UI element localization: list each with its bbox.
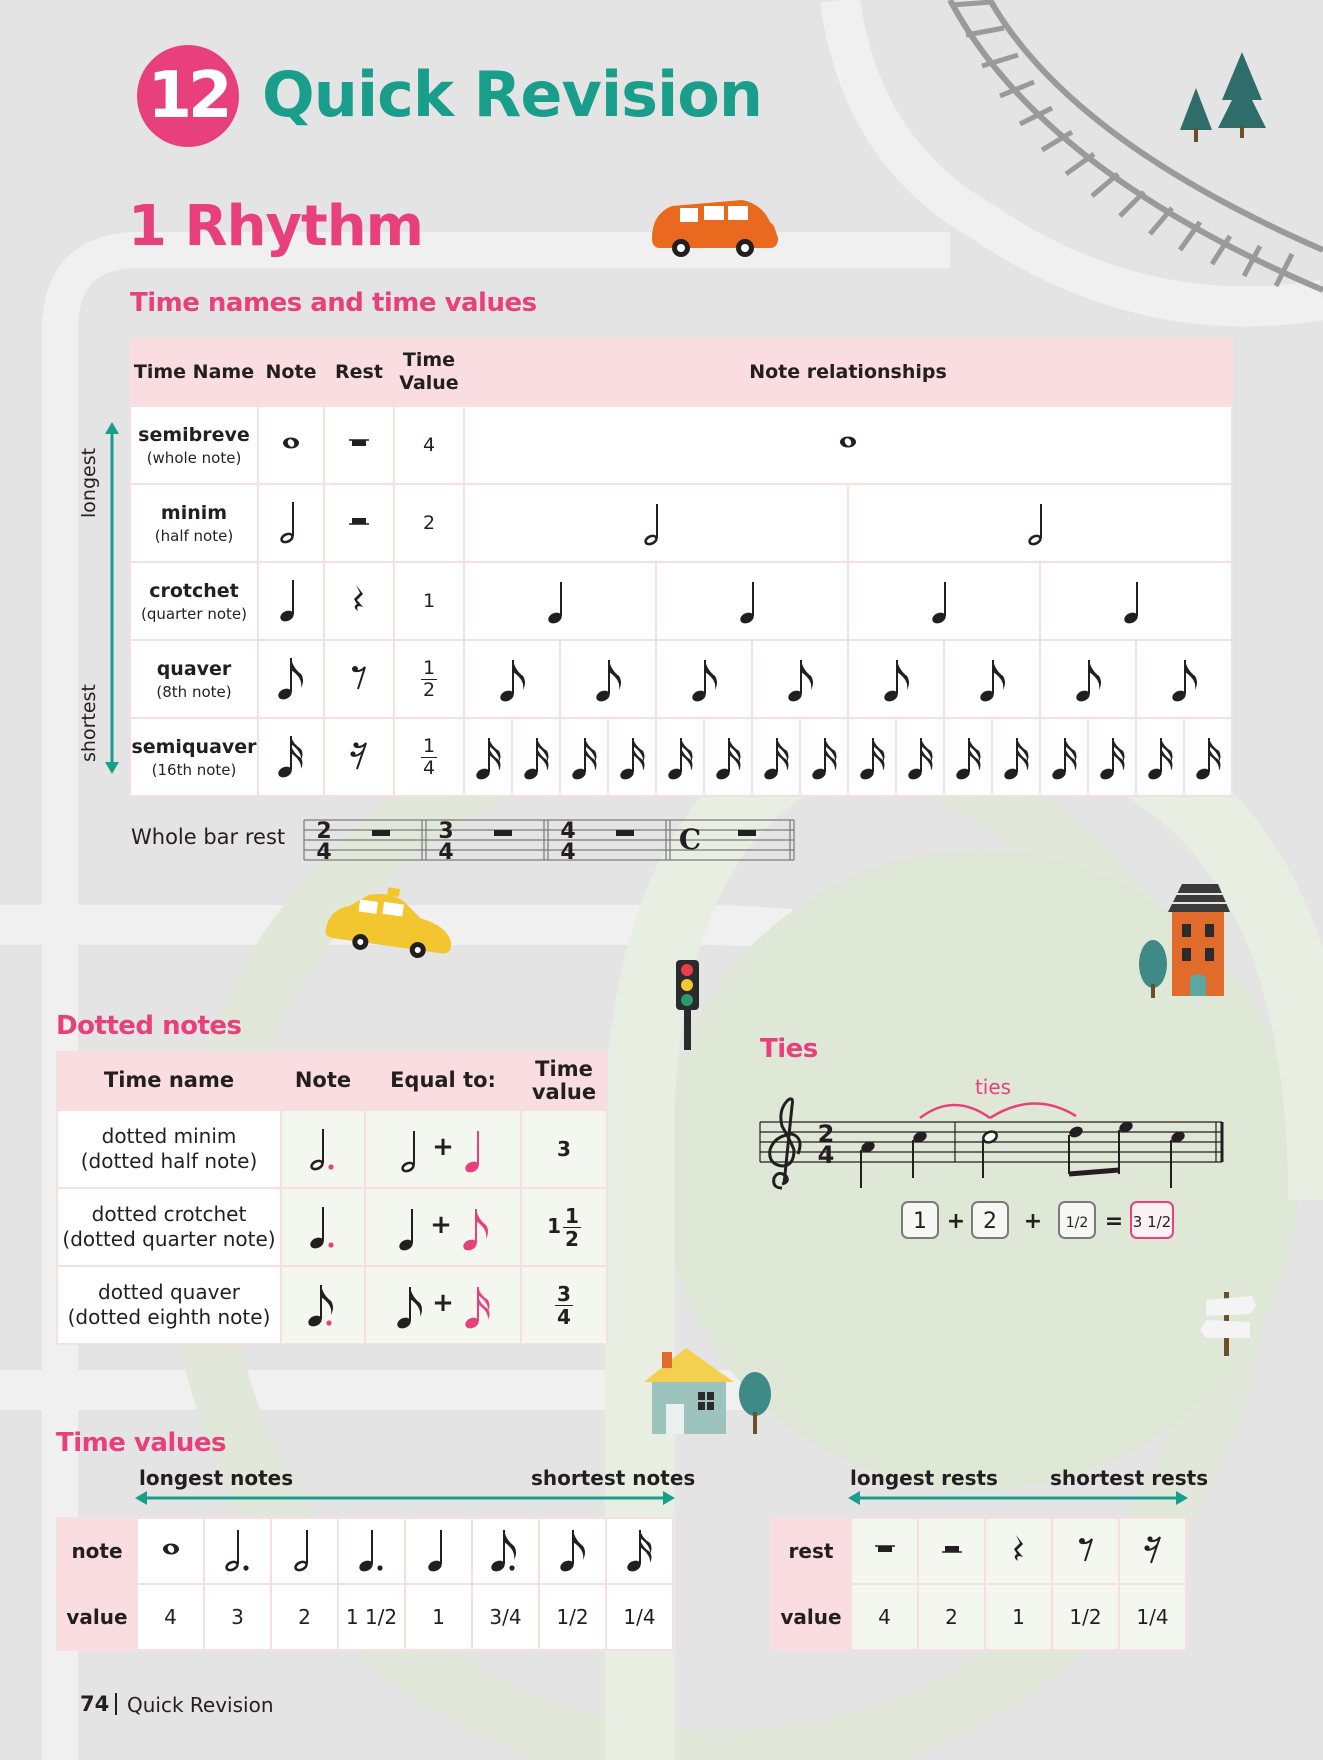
note-relationships-cell — [464, 484, 1232, 562]
time-signature-top: 3 — [438, 819, 454, 844]
relationship-cell — [655, 563, 847, 639]
shortest-notes-label: shortest notes — [531, 1466, 696, 1490]
time-value-denominator: 4 — [422, 756, 436, 779]
sixteenth-note-icon — [759, 732, 793, 782]
note-cell — [258, 406, 324, 484]
rest-value: 1 — [985, 1584, 1052, 1650]
note-cell — [281, 1266, 365, 1344]
note-cell — [258, 640, 324, 718]
relationship-cell — [1039, 563, 1231, 639]
relationship-cell — [895, 719, 943, 795]
tie-sum-term: 1/2 — [1065, 1215, 1089, 1231]
rest-cell — [324, 484, 394, 562]
time-value: 4 — [394, 406, 464, 484]
time-name-alt: (half note) — [154, 526, 234, 545]
dotted-name-alt: (dotted eighth note) — [67, 1305, 271, 1329]
dotted-value-denominator: 2 — [565, 1226, 579, 1251]
tie-sum-plus: + — [946, 1209, 966, 1234]
half-note-icon — [1023, 498, 1057, 548]
relationship-cell — [465, 563, 655, 639]
footer-text: Quick Revision — [127, 1693, 274, 1717]
note-cell — [281, 1110, 365, 1188]
equal-to-cell — [365, 1110, 521, 1188]
relationship-cell — [703, 719, 751, 795]
whole-bar-rest-staff — [302, 816, 796, 866]
note-value: 1 1/2 — [338, 1584, 405, 1650]
tie-sum-term: 2 — [983, 1209, 997, 1234]
crotchet-rest-icon — [339, 579, 379, 619]
relationship-cell — [1135, 719, 1183, 795]
time-names-table — [129, 337, 1233, 797]
sixteenth-note-icon — [903, 732, 937, 782]
dotted-name: dotted crotchet — [91, 1202, 247, 1226]
time-value-cell — [394, 718, 464, 796]
col-time-value: Time value — [521, 1052, 607, 1110]
eighth-note-icon — [783, 654, 817, 704]
rest-value: 4 — [851, 1584, 918, 1650]
dotted-value-numerator: 1 — [565, 1203, 579, 1228]
crotchet-icon — [419, 1524, 459, 1574]
col-note-relationships: Note relationships — [464, 338, 1232, 406]
quaver-rest-icon — [339, 657, 379, 697]
axis-longest-label: longest — [78, 447, 100, 518]
crotchet-rest-icon — [999, 1529, 1039, 1569]
sixteenth-note-icon — [663, 732, 697, 782]
sixteenth-note-icon — [567, 732, 601, 782]
ties-label: ties — [974, 1075, 1012, 1099]
table-row — [130, 484, 1232, 562]
sixteenth-note-icon — [999, 732, 1033, 782]
note-value: 3 — [204, 1584, 271, 1650]
col-time-name: Time name — [57, 1052, 281, 1110]
dotted-quaver-icon — [484, 1524, 528, 1574]
time-signature-bottom: 4 — [560, 840, 576, 865]
relationship-cell — [751, 641, 847, 717]
time-name: semibreve — [138, 423, 250, 446]
longest-notes-label: longest notes — [139, 1466, 294, 1490]
ties-staff — [758, 1070, 1228, 1250]
minim-note-icon — [271, 496, 311, 546]
sixteenth-note-icon — [1143, 732, 1177, 782]
quaver-icon — [392, 1279, 426, 1331]
note-cell — [258, 484, 324, 562]
time-value-numerator: 1 — [422, 656, 436, 679]
quarter-note-icon — [543, 576, 577, 626]
relationship-cell — [1039, 641, 1135, 717]
row-label: note — [57, 1518, 137, 1584]
time-value-cell — [394, 640, 464, 718]
value-row — [57, 1584, 673, 1650]
relationship-cell — [943, 719, 991, 795]
row-label: rest — [771, 1518, 851, 1584]
semiquaver-icon — [620, 1524, 660, 1574]
semiquaver-cell — [606, 1518, 673, 1584]
minim-icon — [396, 1123, 426, 1175]
sixteenth-note-icon — [855, 732, 889, 782]
time-signature-top: 2 — [316, 819, 332, 844]
sixteenth-note-icon — [951, 732, 985, 782]
relationship-cell — [655, 641, 751, 717]
dotted-value: 3 — [521, 1110, 607, 1188]
time-values-heading: Time values — [56, 1428, 226, 1458]
dotted-value-numerator: 3 — [557, 1281, 571, 1306]
half-note-icon — [639, 498, 673, 548]
time-signature-top: 2 — [817, 1120, 835, 1148]
dotted-value-denominator: 4 — [557, 1304, 571, 1329]
plus-sign: + — [430, 1209, 452, 1240]
rest-row — [771, 1518, 1186, 1584]
rest-value: 2 — [918, 1584, 985, 1650]
time-value-denominator: 2 — [422, 678, 436, 701]
table-row — [57, 1188, 607, 1266]
dotted-name: dotted quaver — [98, 1280, 240, 1304]
crotchet-icon — [394, 1201, 424, 1253]
time-name: crotchet — [149, 579, 239, 602]
dotted-minim-icon — [216, 1524, 260, 1574]
relationship-cell — [1039, 719, 1087, 795]
note-relationships-cell — [464, 718, 1232, 796]
minim-cell — [271, 1518, 338, 1584]
relationship-cell — [847, 485, 1231, 561]
ties-heading: Ties — [760, 1034, 818, 1064]
note-cell — [281, 1188, 365, 1266]
dotted-crotchet-icon — [301, 1199, 345, 1251]
quaver-pink-icon — [458, 1201, 492, 1253]
time-signature-top: 4 — [560, 819, 576, 844]
dotted-name: dotted minim — [101, 1124, 237, 1148]
table-row — [130, 406, 1232, 484]
note-relationships-cell — [464, 640, 1232, 718]
relationship-cell — [655, 719, 703, 795]
table-row — [130, 640, 1232, 718]
dotted-crotchet-cell — [338, 1518, 405, 1584]
rest-value: 1/2 — [1052, 1584, 1119, 1650]
relationship-cell — [847, 563, 1039, 639]
relationship-cell — [1135, 641, 1231, 717]
semibreve-rest-icon — [865, 1529, 905, 1569]
rest-cell — [324, 406, 394, 484]
quaver-note-icon — [271, 652, 311, 702]
time-name-cell — [130, 640, 258, 718]
relationship-cell — [991, 719, 1039, 795]
note-cell — [258, 718, 324, 796]
relationship-cell — [751, 719, 799, 795]
eighth-note-icon — [1071, 654, 1105, 704]
time-name-alt: (quarter note) — [141, 604, 247, 623]
quarter-note-icon — [1119, 576, 1153, 626]
time-name: minim — [160, 501, 228, 524]
dotted-notes-table — [56, 1051, 608, 1345]
time-name-cell — [130, 718, 258, 796]
value-row — [771, 1584, 1186, 1650]
relationship-cell — [1087, 719, 1135, 795]
relationship-cell — [847, 719, 895, 795]
time-signature-bottom: 4 — [817, 1141, 835, 1169]
col-note: Note — [258, 338, 324, 406]
col-equal-to: Equal to: — [365, 1052, 521, 1110]
tie-sum-term: 1 — [913, 1209, 927, 1234]
notes-arrow — [135, 1490, 675, 1506]
whole-bar-rest-label: Whole bar rest — [131, 825, 286, 849]
note-cell — [258, 562, 324, 640]
time-values-notes-table — [56, 1517, 674, 1651]
note-row — [57, 1518, 673, 1584]
note-value: 2 — [271, 1584, 338, 1650]
tie-sum-total: 3 1/2 — [1132, 1213, 1172, 1231]
equal-to-cell — [365, 1266, 521, 1344]
dotted-name-cell — [57, 1188, 281, 1266]
rest-cell — [324, 562, 394, 640]
whole-note-icon — [831, 420, 865, 470]
relationship-cell — [465, 485, 847, 561]
time-value: 2 — [394, 484, 464, 562]
semiquaver-rest-icon — [339, 735, 379, 775]
relationship-cell — [465, 407, 1231, 483]
dotted-notes-heading: Dotted notes — [56, 1011, 242, 1041]
rest-cell — [324, 718, 394, 796]
section-title: 1 Rhythm — [128, 194, 423, 259]
note-relationships-cell — [464, 562, 1232, 640]
dotted-value-cell — [521, 1266, 607, 1344]
crotchet-note-icon — [271, 574, 311, 624]
eighth-note-icon — [1167, 654, 1201, 704]
table-row — [57, 1110, 607, 1188]
dotted-minim-icon — [301, 1121, 345, 1173]
sixteenth-note-icon — [807, 732, 841, 782]
quaver-icon — [553, 1524, 593, 1574]
relationship-cell — [607, 719, 655, 795]
minim-icon — [285, 1524, 325, 1574]
relationship-cell — [511, 719, 559, 795]
page-number: 74 — [80, 1692, 110, 1716]
plus-sign: + — [432, 1287, 454, 1318]
longest-shortest-arrow — [100, 420, 126, 776]
dotted-name-alt: (dotted half note) — [80, 1149, 258, 1173]
dotted-quaver-icon — [301, 1277, 345, 1329]
dotted-name-cell — [57, 1266, 281, 1344]
footer-divider — [115, 1693, 117, 1715]
eighth-note-icon — [687, 654, 721, 704]
note-value: 1/2 — [539, 1584, 606, 1650]
table-row — [130, 718, 1232, 796]
time-name-cell — [130, 562, 258, 640]
semibreve-cell — [137, 1518, 204, 1584]
quarter-note-icon — [927, 576, 961, 626]
treble-clef-icon — [770, 1099, 800, 1188]
dotted-value-whole: 1 — [547, 1213, 561, 1238]
sixteenth-note-icon — [471, 732, 505, 782]
note-relationships-cell — [464, 406, 1232, 484]
time-name: quaver — [156, 657, 232, 680]
quarter-note-icon — [735, 576, 769, 626]
rest-cell — [324, 640, 394, 718]
minim-rest-cell — [918, 1518, 985, 1584]
semibreve-icon — [151, 1524, 191, 1574]
relationship-cell — [559, 641, 655, 717]
minim-rest-icon — [932, 1529, 972, 1569]
time-signature-bottom: 4 — [438, 840, 454, 865]
note-value: 4 — [137, 1584, 204, 1650]
sixteenth-note-icon — [711, 732, 745, 782]
time-name-alt: (whole note) — [146, 448, 242, 467]
chapter-number-badge: 12 — [137, 45, 239, 147]
row-label: value — [771, 1584, 851, 1650]
relationship-cell — [559, 719, 607, 795]
semiquaver-rest-icon — [1133, 1529, 1173, 1569]
col-time-value: Time Value — [394, 338, 464, 406]
table-header-row — [130, 338, 1232, 406]
time-name-cell — [130, 406, 258, 484]
time-value-numerator: 1 — [422, 734, 436, 757]
longest-rests-label: longest rests — [850, 1466, 998, 1490]
dotted-quaver-cell — [472, 1518, 539, 1584]
semibreve-rest-cell — [851, 1518, 918, 1584]
semiquaver-rest-cell — [1119, 1518, 1186, 1584]
col-note: Note — [281, 1052, 365, 1110]
equal-to-cell — [365, 1188, 521, 1266]
sixteenth-note-icon — [1095, 732, 1129, 782]
common-time-symbol: C — [678, 823, 702, 856]
axis-shortest-label: shortest — [78, 684, 100, 762]
eighth-note-icon — [495, 654, 529, 704]
quaver-rest-cell — [1052, 1518, 1119, 1584]
table-row — [57, 1266, 607, 1344]
note-value: 3/4 — [472, 1584, 539, 1650]
eighth-note-icon — [879, 654, 913, 704]
table-row — [130, 562, 1232, 640]
tie-sum-plus: + — [1023, 1209, 1043, 1234]
relationship-cell — [799, 719, 847, 795]
shortest-rests-label: shortest rests — [1050, 1466, 1209, 1490]
col-time-name: Time Name — [130, 338, 258, 406]
sixteenth-note-icon — [1047, 732, 1081, 782]
quaver-rest-icon — [1066, 1529, 1106, 1569]
dotted-name-cell — [57, 1110, 281, 1188]
crotchet-rest-cell — [985, 1518, 1052, 1584]
sixteenth-note-icon — [615, 732, 649, 782]
relationship-cell — [847, 641, 943, 717]
time-name-alt: (16th note) — [151, 760, 237, 779]
time-name-cell — [130, 484, 258, 562]
time-signature-bottom: 4 — [316, 840, 332, 865]
crotchet-pink-icon — [460, 1123, 490, 1175]
time-name-alt: (8th note) — [156, 682, 232, 701]
col-rest: Rest — [324, 338, 394, 406]
rest-value: 1/4 — [1119, 1584, 1186, 1650]
semibreve-rest-icon — [339, 423, 379, 463]
relationship-cell — [1183, 719, 1231, 795]
table-header-row — [57, 1052, 607, 1110]
crotchet-cell — [405, 1518, 472, 1584]
eighth-note-icon — [591, 654, 625, 704]
dotted-minim-cell — [204, 1518, 271, 1584]
time-names-heading: Time names and time values — [130, 288, 537, 318]
eighth-note-icon — [975, 654, 1009, 704]
semiquaver-note-icon — [271, 730, 311, 780]
minim-rest-icon — [339, 501, 379, 541]
note-value: 1/4 — [606, 1584, 673, 1650]
tie-sum-equals: = — [1104, 1209, 1124, 1234]
relationship-cell — [943, 641, 1039, 717]
plus-sign: + — [432, 1131, 454, 1162]
time-values-rests-table — [770, 1517, 1187, 1651]
sixteenth-note-icon — [519, 732, 553, 782]
dotted-crotchet-icon — [350, 1524, 394, 1574]
time-name: semiquaver — [131, 735, 257, 758]
semiquaver-pink-icon — [460, 1279, 494, 1331]
dotted-value-cell — [521, 1188, 607, 1266]
sixteenth-note-icon — [1191, 732, 1225, 782]
note-value: 1 — [405, 1584, 472, 1650]
quaver-cell — [539, 1518, 606, 1584]
row-label: value — [57, 1584, 137, 1650]
relationship-cell — [465, 641, 559, 717]
rests-arrow — [848, 1490, 1188, 1506]
relationship-cell — [465, 719, 511, 795]
dotted-name-alt: (dotted quarter note) — [62, 1227, 276, 1251]
time-value: 1 — [394, 562, 464, 640]
semibreve-note-icon — [271, 423, 311, 463]
chapter-title: Quick Revision — [262, 58, 763, 131]
